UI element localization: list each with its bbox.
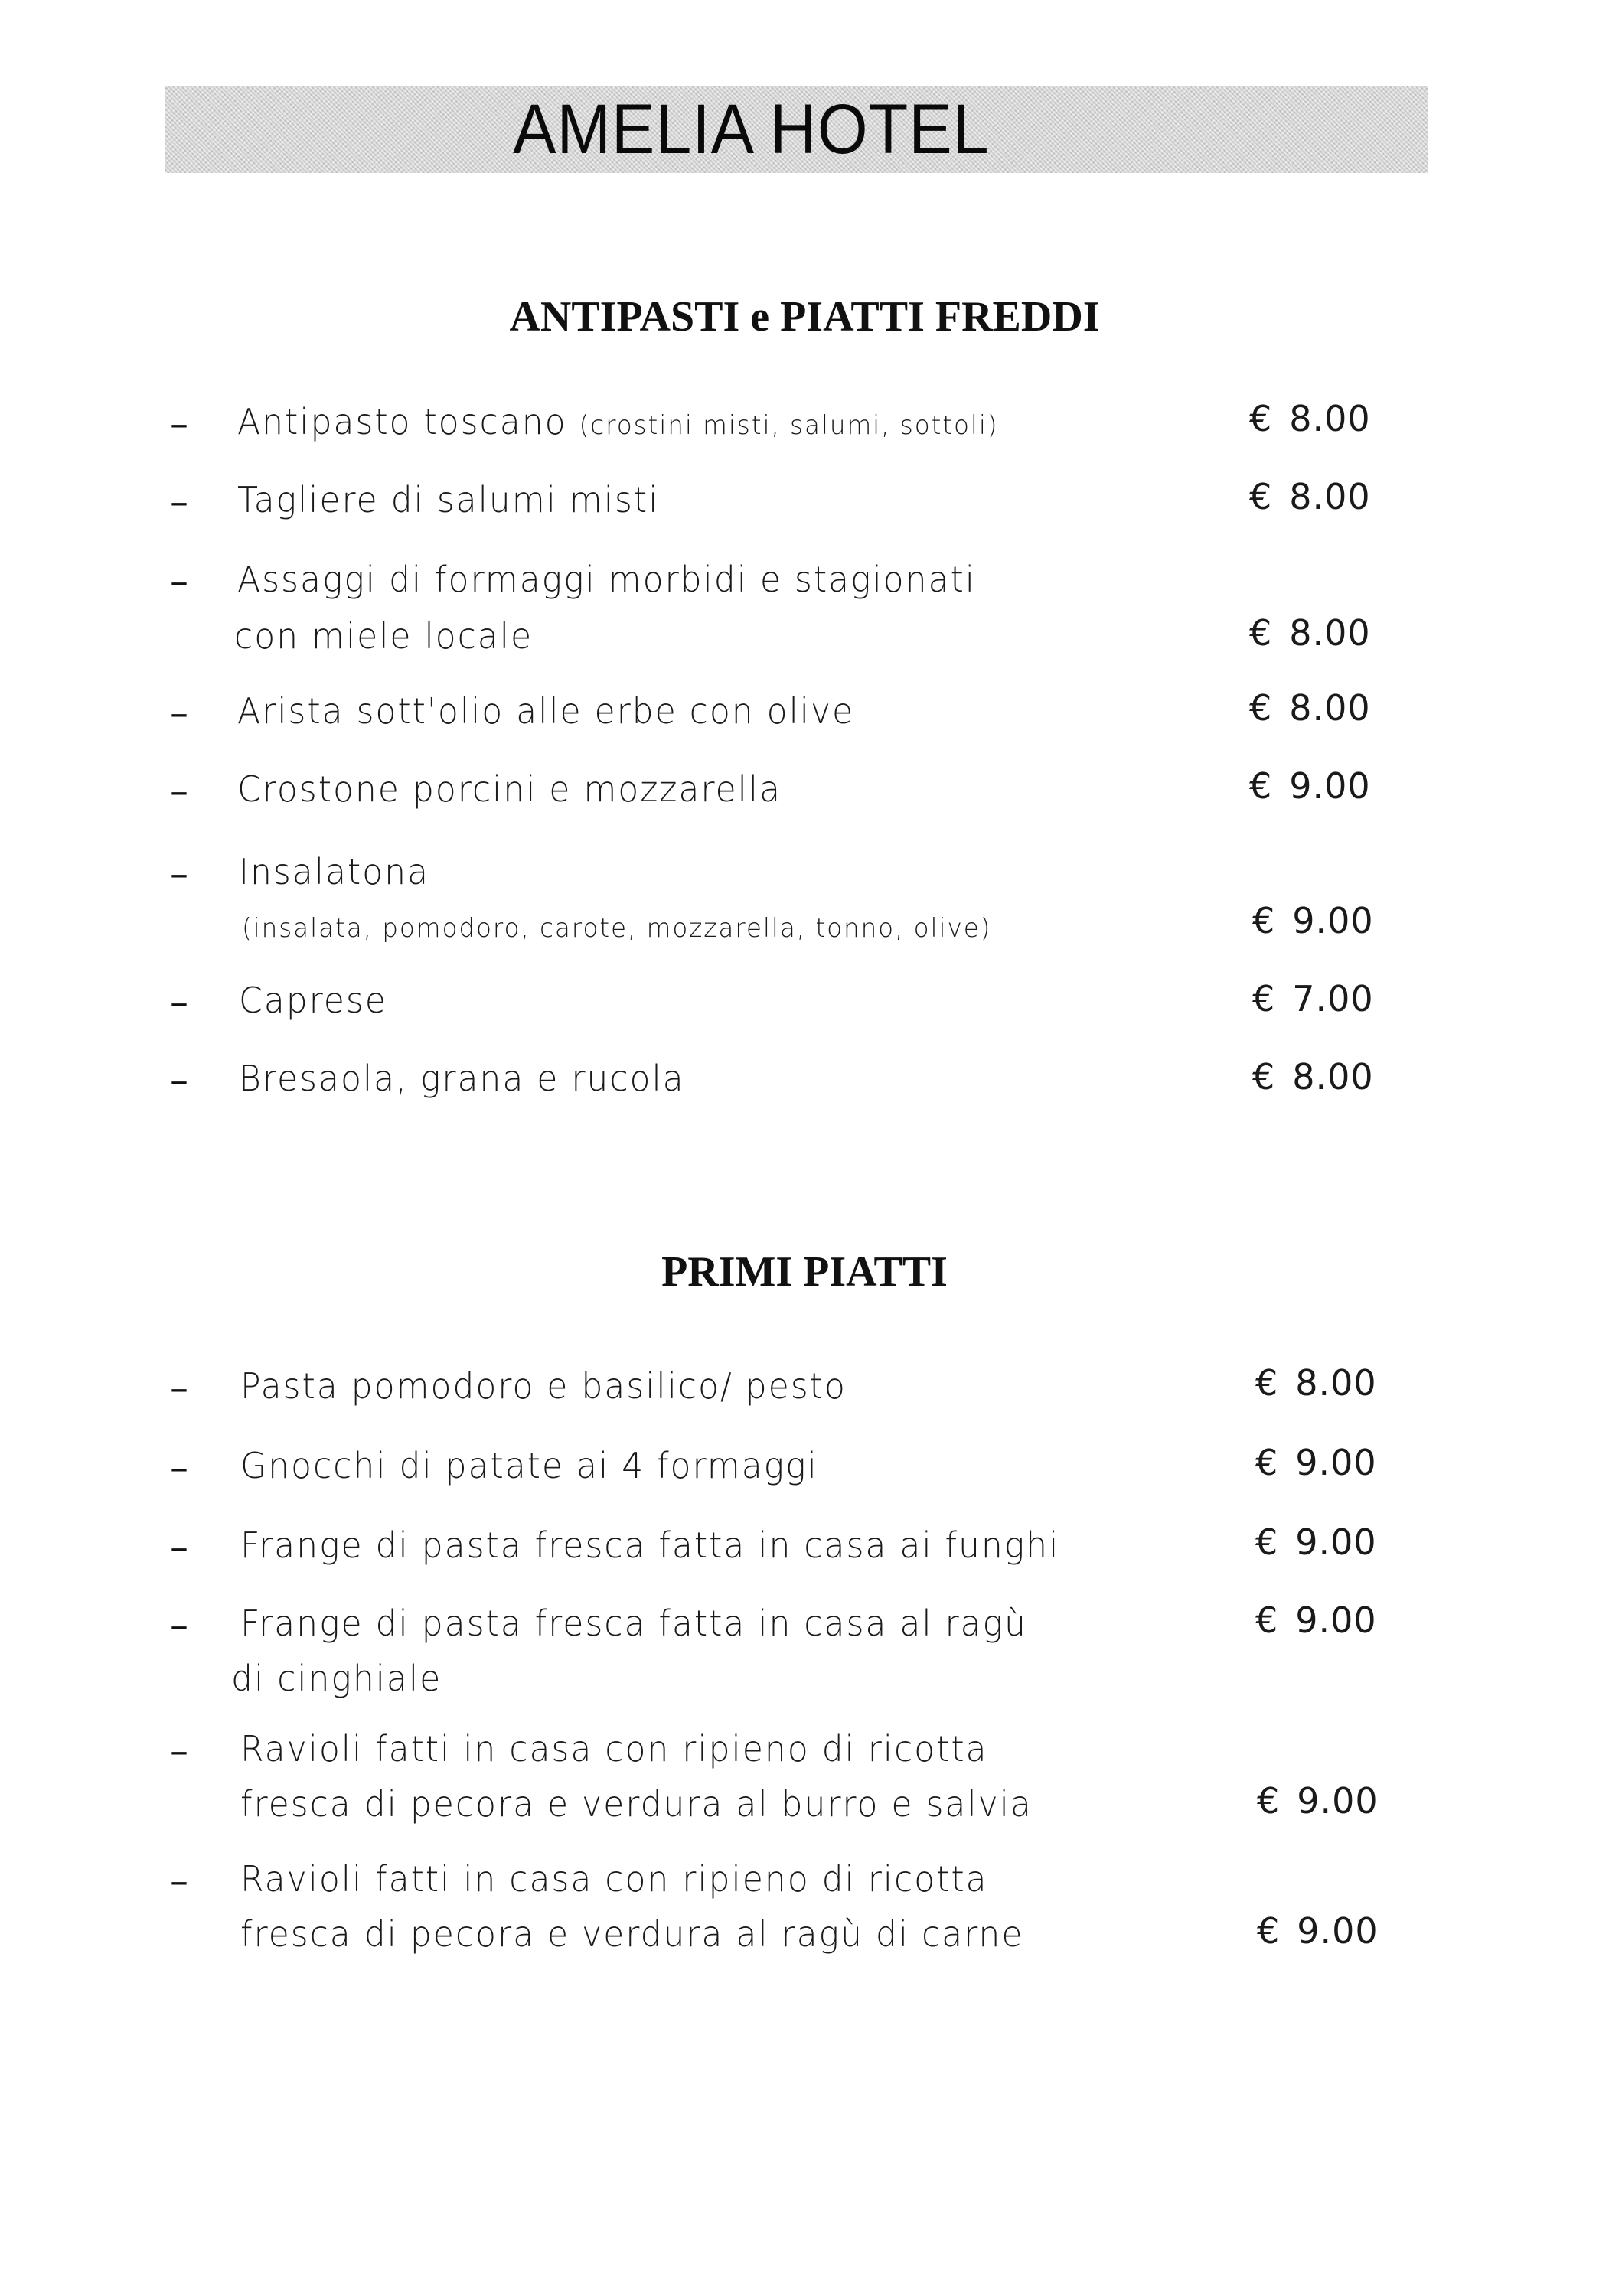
- bullet-dash: –: [170, 692, 188, 735]
- item-name: Bresaola, grana e rucola: [239, 1058, 685, 1099]
- item-name-line1: Frange di pasta fresca fatta in casa al ragù: [240, 1603, 1027, 1644]
- item-price: € 8.00: [1252, 1056, 1374, 1097]
- bullet-dash: –: [170, 1367, 188, 1410]
- item-name-line1: Assaggi di formaggi morbidi e stagionati: [237, 559, 976, 600]
- item-name: Tagliere di salumi misti: [237, 479, 660, 520]
- item-note: (insalata, pomodoro, carote, mozzarella, tonno, olive): [242, 913, 992, 944]
- item-price: € 9.00: [1257, 1780, 1379, 1821]
- item-name: Crostone porcini e mozzarella: [237, 768, 782, 810]
- item-price: € 9.00: [1255, 1600, 1377, 1641]
- bullet-dash: –: [170, 1446, 188, 1489]
- bullet-dash: –: [170, 981, 188, 1024]
- section-title-antipasti: ANTIPASTI e PIATTI FREDDI: [509, 293, 1100, 341]
- item-price: € 9.00: [1255, 1442, 1377, 1483]
- bullet-dash: –: [170, 1604, 188, 1647]
- item-price: € 9.00: [1249, 765, 1371, 807]
- section-title-primi: PRIMI PIATTI: [661, 1248, 948, 1296]
- item-name-line2: fresca di pecora e verdura al burro e salvia: [240, 1783, 1033, 1825]
- bullet-dash: –: [170, 1059, 188, 1102]
- hotel-title: AMELIA HOTEL: [512, 90, 990, 168]
- item-name-line2: fresca di pecora e verdura al ragù di carne: [240, 1913, 1024, 1955]
- item-price: € 8.00: [1249, 398, 1371, 439]
- item-note: (crostini misti, salumi, sottoli): [579, 410, 999, 441]
- item-price: € 9.00: [1252, 900, 1374, 941]
- item-name-line2: di cinghiale: [231, 1658, 442, 1699]
- item-name: Pasta pomodoro e basilico/ pesto: [240, 1365, 847, 1407]
- item-name-line1: Ravioli fatti in casa con ripieno di ricotta: [240, 1858, 988, 1900]
- item-name: Frange di pasta fresca fatta in casa ai funghi: [240, 1525, 1060, 1566]
- bullet-dash: –: [170, 853, 188, 895]
- item-name: Antipasto toscano (crostini misti, salumi, sottoli): [237, 401, 999, 442]
- item-price: € 8.00: [1249, 476, 1371, 517]
- item-name: Arista sott'olio alle erbe con olive: [237, 690, 855, 732]
- bullet-dash: –: [170, 1526, 188, 1569]
- item-price: € 7.00: [1252, 978, 1374, 1019]
- bullet-dash: –: [170, 403, 188, 445]
- item-price: € 8.00: [1249, 612, 1371, 654]
- item-price: € 8.00: [1249, 687, 1371, 729]
- item-price: € 9.00: [1257, 1910, 1379, 1952]
- hotel-header-band: [165, 86, 1428, 173]
- item-name: Gnocchi di patate ai 4 formaggi: [240, 1445, 818, 1486]
- bullet-dash: –: [170, 1730, 188, 1773]
- bullet-dash: –: [170, 481, 188, 523]
- bullet-dash: –: [170, 770, 188, 813]
- item-price: € 8.00: [1255, 1362, 1377, 1404]
- item-price: € 9.00: [1255, 1521, 1377, 1563]
- item-name-line1: Insalatona: [239, 851, 429, 892]
- bullet-dash: –: [170, 1860, 188, 1903]
- bullet-dash: –: [170, 560, 188, 603]
- item-name-line1: Ravioli fatti in casa con ripieno di ricotta: [240, 1728, 988, 1769]
- item-name: Caprese: [239, 980, 387, 1021]
- item-name-line2: con miele locale: [234, 615, 534, 657]
